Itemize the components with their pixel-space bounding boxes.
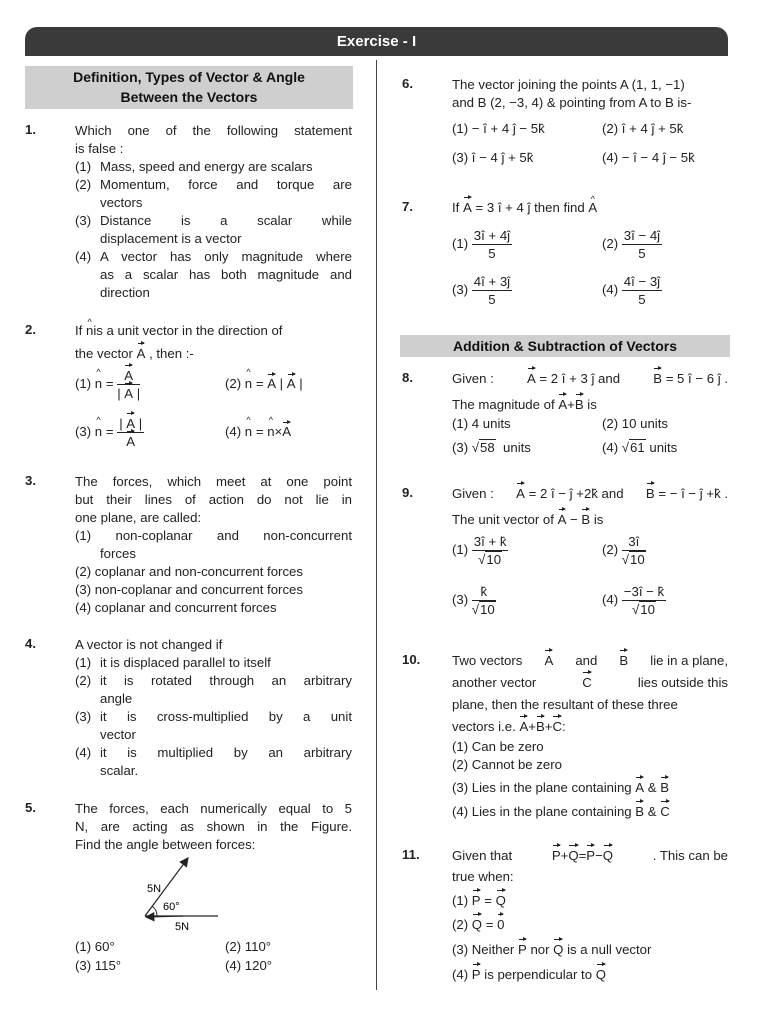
question-number: 2. [25, 322, 36, 337]
question-2 [25, 322, 353, 457]
option-1: (1) n ^ = $\frac{A}{| A |}$ [75, 367, 140, 402]
angle-arc [152, 906, 157, 916]
option-4: (4) n ^ = n ^×A [225, 424, 291, 439]
option-1: (1) $\frac{3î + 4ĵ}{5}$ [452, 228, 511, 261]
option-2: (2) Cannot be zero [452, 757, 562, 772]
option-3: (3) Distance is a scalar while [75, 213, 352, 228]
option-1: (1) Can be zero [452, 739, 544, 754]
option-3-cont: vector [100, 727, 136, 742]
question-text-line: and B (2, −3, 4) & pointing from A to B is- [452, 95, 692, 110]
option-2: (2) n ^ = A | A | [225, 376, 303, 391]
force-diagram [135, 855, 245, 935]
option-4-cont2: direction [100, 285, 150, 300]
option-4: (4) P is perpendicular to Q [452, 967, 606, 982]
question-text-line: The forces, each numerically equal to 5 [75, 801, 352, 816]
option-1: (1) P = Q [452, 893, 506, 908]
question-text-line: Which one of the following statement [75, 123, 352, 138]
option-3-cont: displacement is a vector [100, 231, 242, 246]
section-heading-addition [400, 335, 730, 357]
question-text-line: The vector joining the points A (1, 1, −1) [452, 77, 685, 92]
option-4: (4) $\frac{4î - 3ĵ}{5}$ [602, 274, 661, 307]
option-4: (4) coplanar and concurrent forces [75, 600, 277, 615]
option-2-cont: vectors [100, 195, 143, 210]
option-3: (3) $\frac{4î + 3ĵ}{5}$ [452, 274, 511, 307]
option-1: (1) $\frac{3î + k̂}{√10}$ [452, 534, 507, 567]
question-text-line: The magnitude of A+B is [452, 397, 597, 412]
label-top: 5N [147, 883, 162, 895]
option-4: (4) Lies in the plane containing B & C [452, 804, 670, 819]
option-4-cont: scalar. [100, 763, 139, 778]
question-text-line: vectors i.e. A+B+C: [452, 719, 566, 734]
question-number: 11. [402, 847, 420, 862]
question-text-line: the vector A , then :- [75, 346, 194, 361]
question-9 [402, 485, 728, 630]
question-text-line: The unit vector of A − B is [452, 512, 604, 527]
question-text-line: another vector C lies outside this [452, 675, 728, 690]
question-11 [402, 847, 728, 989]
option-3: (3) Neither P nor Q is a null vector [452, 942, 652, 957]
option-2: (2) it is rotated through an arbitrary [75, 673, 352, 688]
option-2: (2) 110° [225, 939, 272, 954]
option-3: (3) n ^ = $\frac{| A |}{A}$ [75, 415, 144, 450]
question-8 [402, 370, 728, 462]
option-1-cont: forces [100, 546, 136, 561]
question-7 [402, 199, 728, 319]
question-text-line: The forces, which meet at one point [75, 474, 352, 489]
option-2: (2) $\frac{3î}{√10}$ [602, 534, 645, 567]
question-text-line: Given : A = 2 î + 3 ĵ and B = 5 î − 6 ĵ . [452, 371, 728, 386]
question-number: 1. [25, 122, 36, 137]
section-heading-line2: Between the Vectors [120, 89, 258, 105]
option-2: (2) 10 units [602, 416, 668, 431]
column-divider [376, 60, 377, 990]
option-4: (4) it is multiplied by an arbitrary [75, 745, 352, 760]
option-4: (4) √61 units [602, 440, 678, 455]
option-1: (1) it is displaced parallel to itself [75, 655, 271, 670]
option-3: (3) √58 units [452, 440, 531, 455]
question-text-line: If n ^is a unit vector in the direction of [75, 322, 352, 340]
option-4: (4) 120° [225, 958, 273, 973]
option-3: (3) Lies in the plane containing A & B [452, 780, 670, 795]
question-number: 9. [402, 485, 413, 500]
label-bottom: 5N [175, 921, 190, 933]
question-number: 8. [402, 370, 413, 385]
question-text-line: but their lines of action do not lie in [75, 492, 352, 507]
question-number: 3. [25, 473, 36, 488]
question-text-line: Two vectors A and B lie in a plane, [452, 653, 728, 668]
option-1: (1) − î + 4 ĵ − 5k̂ [452, 121, 545, 136]
question-text-line: Given : A = 2 î − ĵ +2k̂ and B = − î − ĵ +k̂ . [452, 486, 728, 501]
option-3: (3) non-coplanar and concurrent forces [75, 582, 303, 597]
option-2: (2) î + 4 ĵ + 5k̂ [602, 121, 684, 136]
question-number: 6. [402, 76, 413, 91]
question-text-line: N, are acting as shown in the Figure. [75, 819, 352, 834]
question-10 [402, 652, 728, 827]
question-5 [25, 800, 353, 980]
question-text-line: plane, then the resultant of these three [452, 697, 678, 712]
section-heading-definition [25, 66, 353, 109]
question-number: 4. [25, 636, 36, 651]
option-2: (2) Q = 0 [452, 917, 505, 932]
question-text-line: Given that P+Q=P−Q . This can be [452, 848, 728, 863]
option-4: (4) $\frac{-3î - k̂}{√10}$ [602, 584, 665, 617]
option-3: (3) 115° [75, 958, 122, 973]
question-text-line: If A = 3 î + 4 ĵ then find A ^ [452, 199, 728, 217]
option-3: (3) î − 4 ĵ + 5k̂ [452, 150, 534, 165]
question-text-line: Find the angle between forces: [75, 837, 256, 852]
question-number: 7. [402, 199, 413, 214]
exercise-title: Exercise - I [336, 33, 417, 50]
option-3: (3) $\frac{k̂}{√10}$ [452, 584, 495, 617]
question-text-line: true when: [452, 869, 514, 884]
option-1: (1) non-coplanar and non-concurrent [75, 528, 352, 543]
option-2: (2) Momentum, force and torque are [75, 177, 352, 192]
label-angle: 60° [163, 901, 180, 913]
option-4: (4) − î − 4 ĵ − 5k̂ [602, 150, 695, 165]
section-heading-line1: Definition, Types of Vector & Angle [73, 69, 305, 85]
option-2-cont: angle [100, 691, 133, 706]
option-4-cont: as a scalar has both magnitude and [100, 267, 352, 282]
option-2: (2) coplanar and non-concurrent forces [75, 564, 303, 579]
option-4: (4) A vector has only magnitude where [75, 249, 352, 264]
question-text-line: is false : [75, 141, 124, 156]
option-1: (1) 4 units [452, 416, 511, 431]
question-number: 5. [25, 800, 36, 815]
question-text-line: A vector is not changed if [75, 637, 223, 652]
exercise-banner [25, 27, 728, 56]
option-3: (3) it is cross-multiplied by a unit [75, 709, 352, 724]
question-number: 10. [402, 652, 421, 667]
option-1: (1) Mass, speed and energy are scalars [75, 159, 313, 174]
question-6 [402, 76, 728, 172]
question-text-line: one plane, are called: [75, 510, 202, 525]
section-heading-text: Addition & Subtraction of Vectors [452, 338, 677, 354]
option-2: (2) $\frac{3î - 4ĵ}{5}$ [602, 228, 661, 261]
option-1: (1) 60° [75, 939, 115, 954]
